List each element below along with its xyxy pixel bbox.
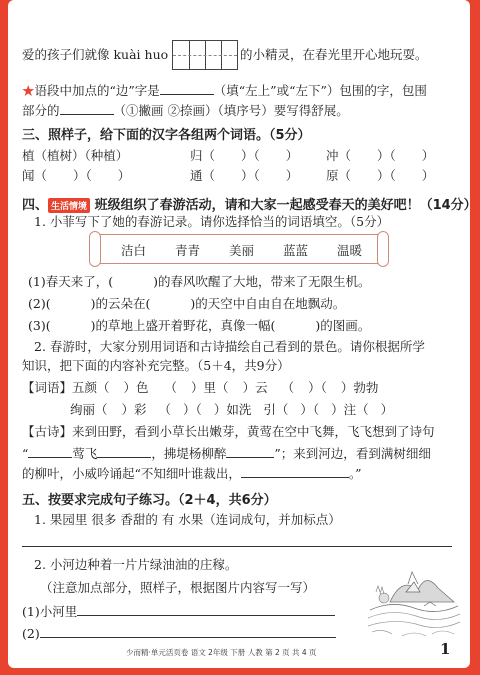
word-bank-item: 蓝蓝 — [283, 243, 309, 258]
answer-blank[interactable] — [60, 101, 114, 115]
q5-sub2: 2. 小河边种着一片片绿油油的庄稼。 — [34, 557, 238, 572]
word-bank-item: 洁白 — [121, 243, 147, 258]
answer-blank[interactable] — [77, 602, 335, 616]
answer-blank[interactable] — [40, 624, 336, 638]
ci-yu-row-2: 绚丽（ ）彩 （ ）（ ）如洗 引（ ）（ ）注（ ） — [70, 402, 394, 417]
word-bank — [96, 234, 382, 264]
section-number: 四、 — [22, 198, 49, 213]
q3-item-chong: 冲（ ）（ ） — [326, 148, 435, 163]
text-segment: 部分的 — [22, 103, 60, 118]
answer-blank[interactable] — [226, 444, 274, 458]
gu-shi-line-3: 的柳叶，小威吟诵起“不知细叶谁裁出， 。” — [22, 466, 362, 481]
gu-shi-line-2: “ 莺飞 ，拂堤杨柳醉 ”；来到河边，看到满树细细 — [22, 446, 431, 461]
word-bank-item: 青青 — [175, 243, 201, 258]
text-line: 爱的孩子们就像 kuài huo — [22, 47, 169, 62]
footer-info: 少而精·单元活页卷 语文 2年级 下册 人教 第 2 页 共 4 页 — [126, 648, 317, 657]
text-segment: （①撇画 ②捺画）（填序号）要写得舒展。 — [113, 103, 349, 118]
q3-row-1 — [22, 148, 128, 164]
life-context-tag: 生活情境 — [48, 198, 90, 213]
q5-answer-2: (2) — [22, 624, 336, 642]
q3-item-tong: 通（ ）（ ） — [190, 168, 299, 183]
section-5-title: 五、按要求完成句子练习。（2＋4，共6分） — [22, 493, 277, 508]
star-icon: ★ — [22, 83, 35, 98]
worksheet-page — [8, 0, 477, 668]
text-segment: 语段中加点的“边”字是 — [34, 83, 160, 98]
gu-shi-line-1: 【古诗】来到田野，看到小草长出嫩芽，黄莺在空中飞舞，飞飞想到了诗句 — [22, 424, 435, 439]
text-segment: （填“左上”或“左下”）包围的字，包围 — [213, 83, 427, 98]
section-title-text: 班级组织了春游活动，请和大家一起感受春天的美好吧！（14分） — [94, 198, 477, 213]
q4-sub1: 1. 小菲写下了她的春游记录。请你选择恰当的词语填空。（5分） — [34, 214, 390, 229]
pinyin-writing-grid[interactable] — [172, 40, 238, 70]
answer-blank[interactable] — [160, 81, 214, 95]
page-number: 1 — [440, 640, 451, 658]
text-line — [22, 101, 349, 119]
section-4-title — [22, 194, 477, 213]
fill-2: (2)( )的云朵在( )的天空中自由自在地飘动。 — [28, 296, 346, 311]
q5-sub1: 1. 果园里 很多 香甜的 有 水果（连词成句，并加标点） — [34, 512, 341, 527]
fill-3: (3)( )的草地上盛开着野花，真像一幅( )的图画。 — [28, 318, 371, 333]
word-bank-item: 温暖 — [337, 243, 363, 258]
answer-line[interactable] — [22, 546, 452, 547]
fill-1: (1)春天来了，( )的春风吹醒了大地，带来了无限生机。 — [28, 274, 371, 289]
q3-item-gui: 归（ ）（ ） — [190, 148, 299, 163]
q4-sub2-line2: 知识，把下面的内容补充完整。（5＋4，共9分） — [22, 358, 290, 373]
q5-sub2-note: （注意加点部分，照样子，根据图片内容写一写） — [40, 580, 316, 595]
section-3-title: 三、照样子，给下面的汉字各组两个词语。（5分） — [22, 128, 311, 143]
text-line — [22, 81, 427, 99]
answer-blank[interactable] — [97, 444, 151, 458]
q5-answer-1: (1)小河里 — [22, 602, 335, 620]
river-field-illustration — [362, 562, 462, 644]
q3-item-wen: 闻（ ）（ ） — [22, 168, 131, 183]
answer-blank[interactable] — [28, 444, 72, 458]
ci-yu-row-1: 【词语】五颜（ ）色 （ ）里（ ）云 （ ）（ ）勃勃 — [22, 380, 379, 395]
q3-item-yuan: 原（ ）（ ） — [326, 168, 435, 183]
answer-blank[interactable] — [241, 464, 349, 478]
text-segment: 植（植树）（种植） — [22, 148, 129, 163]
q4-sub2-line1: 2. 春游时，大家分别用词语和古诗描绘自己看到的景色。请你根据所学 — [34, 339, 425, 354]
text-line: 的小精灵，在春光里开心地玩耍。 — [240, 47, 428, 62]
word-bank-item: 美丽 — [229, 243, 255, 258]
